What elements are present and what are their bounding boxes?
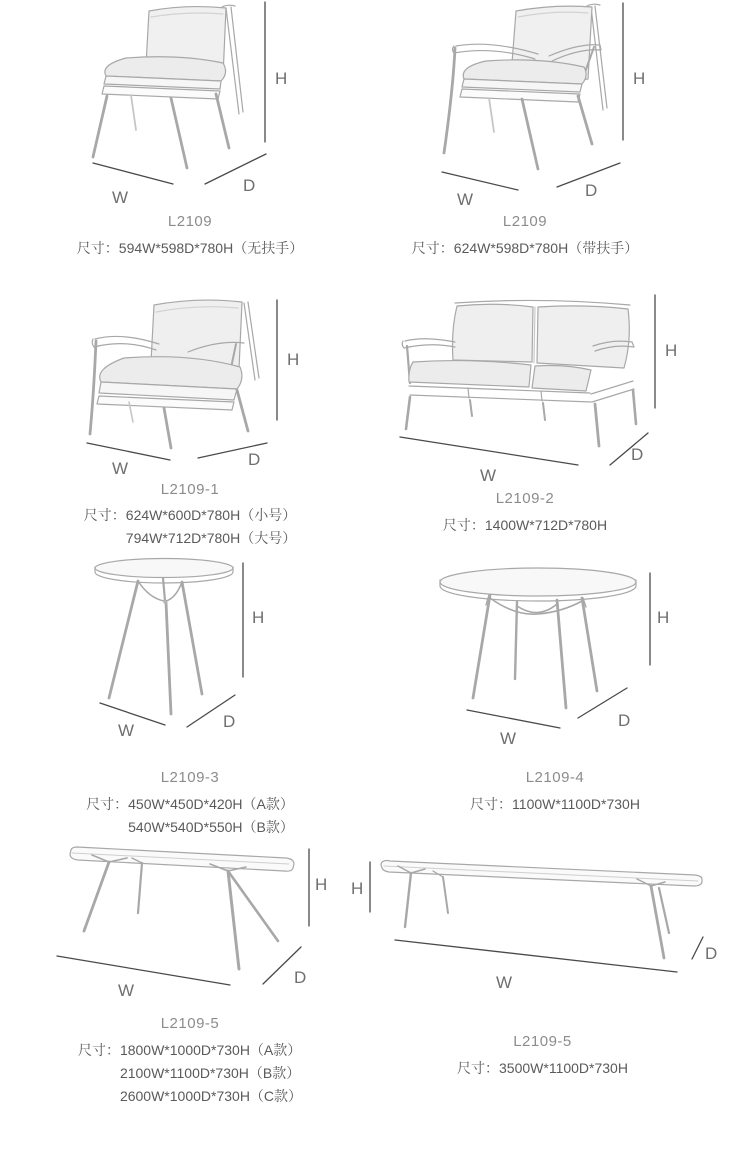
product-card: [365, 0, 685, 260]
depth-label: D: [631, 445, 644, 464]
size-value: 540W*540D*550H（B款）: [128, 819, 294, 835]
product-card: [30, 555, 350, 839]
model-number: L2109-5: [513, 1033, 572, 1050]
height-label: H: [665, 341, 678, 360]
size-line: [77, 237, 303, 260]
size-value: 624W*598D*780H（带扶手）: [453, 240, 639, 256]
lounge-chair-sketch: [30, 290, 350, 480]
size-spec: [443, 514, 607, 537]
size-spec: [412, 237, 638, 260]
size-line: [470, 793, 640, 816]
model-number: L2109: [502, 213, 548, 230]
height-label: H: [252, 608, 265, 627]
round-side-table-sketch: [30, 555, 350, 760]
size-value: 1100W*1100D*730H: [512, 796, 640, 812]
product-card: [30, 0, 350, 260]
size-line: [78, 1062, 302, 1085]
size-value: 2100W*1100D*730H（B款）: [119, 1065, 301, 1081]
height-label: H: [633, 69, 646, 88]
size-line: [84, 527, 296, 550]
sketch-lines: [444, 4, 607, 169]
model-number: L2109-2: [495, 490, 555, 507]
depth-label: D: [223, 712, 236, 731]
size-prefix: 尺寸：: [470, 796, 513, 812]
sketch-lines: [402, 300, 636, 446]
depth-label: D: [243, 176, 256, 195]
height-label: H: [315, 875, 328, 894]
size-prefix: 尺寸：: [77, 1042, 120, 1058]
size-value: 450W*450D*420H（A款）: [128, 796, 294, 812]
size-spec: [78, 1039, 302, 1108]
height-label: H: [657, 608, 670, 627]
width-label: W: [118, 721, 135, 740]
round-dining-table-sketch: [395, 555, 715, 760]
product-card: [365, 290, 685, 537]
size-prefix: 尺寸：: [457, 1060, 500, 1076]
height-label: H: [351, 879, 364, 898]
size-line: [84, 504, 296, 527]
size-line: [86, 793, 294, 816]
long-dining-table-sketch: [350, 830, 735, 1010]
size-line: [412, 237, 638, 260]
size-value: 3500W*1100D*730H: [499, 1060, 628, 1076]
size-value: 794W*712D*780H（大号）: [125, 530, 297, 546]
model-number: L2109-1: [160, 481, 220, 498]
model-number: L2109-4: [525, 769, 585, 786]
model-number: L2109: [167, 213, 213, 230]
sketch-lines: [93, 5, 243, 168]
size-prefix: 尺寸：: [86, 796, 129, 812]
size-spec: [470, 793, 640, 816]
width-label: W: [480, 466, 497, 485]
width-label: W: [118, 981, 135, 1000]
size-prefix: 尺寸：: [83, 507, 126, 523]
product-card: [30, 290, 350, 550]
sketch-lines: [95, 559, 233, 715]
depth-label: D: [705, 944, 718, 963]
depth-label: D: [294, 968, 307, 987]
depth-label: D: [248, 450, 261, 469]
two-seat-sofa-sketch: [365, 290, 685, 485]
height-label: H: [275, 69, 288, 88]
model-number: L2109-5: [160, 1015, 220, 1032]
armchair-sketch: [365, 0, 685, 210]
size-prefix: 尺寸：: [76, 240, 119, 256]
sketch-lines: [90, 300, 259, 448]
sketch-lines: [70, 847, 294, 969]
size-value: 1800W*1000D*730H（A款）: [119, 1042, 302, 1058]
size-value: 594W*598D*780H（无扶手）: [118, 240, 304, 256]
size-line: [443, 514, 607, 537]
width-label: W: [112, 188, 129, 207]
size-spec: [77, 237, 303, 260]
size-line: [457, 1057, 628, 1080]
dining-table-sketch: [30, 830, 350, 1010]
size-line: [78, 1039, 302, 1062]
product-card: [30, 830, 350, 1108]
depth-label: D: [618, 711, 631, 730]
model-number: L2109-3: [160, 769, 220, 786]
size-value: 2600W*1000D*730H（C款）: [119, 1088, 303, 1104]
width-label: W: [496, 973, 513, 992]
width-label: W: [112, 459, 129, 478]
sketch-lines: [440, 568, 636, 708]
product-card: [395, 555, 715, 816]
width-label: W: [500, 729, 517, 748]
product-card: [350, 830, 735, 1080]
depth-label: D: [585, 181, 598, 200]
side-chair-sketch: [30, 0, 350, 210]
size-value: 624W*600D*780H（小号）: [125, 507, 297, 523]
size-spec: [84, 504, 296, 550]
size-spec: [457, 1057, 628, 1080]
height-label: H: [287, 350, 300, 369]
size-line: [78, 1085, 302, 1108]
size-value: 1400W*712D*780H: [484, 517, 608, 533]
size-prefix: 尺寸：: [442, 517, 485, 533]
width-label: W: [457, 190, 474, 209]
size-prefix: 尺寸：: [411, 240, 454, 256]
